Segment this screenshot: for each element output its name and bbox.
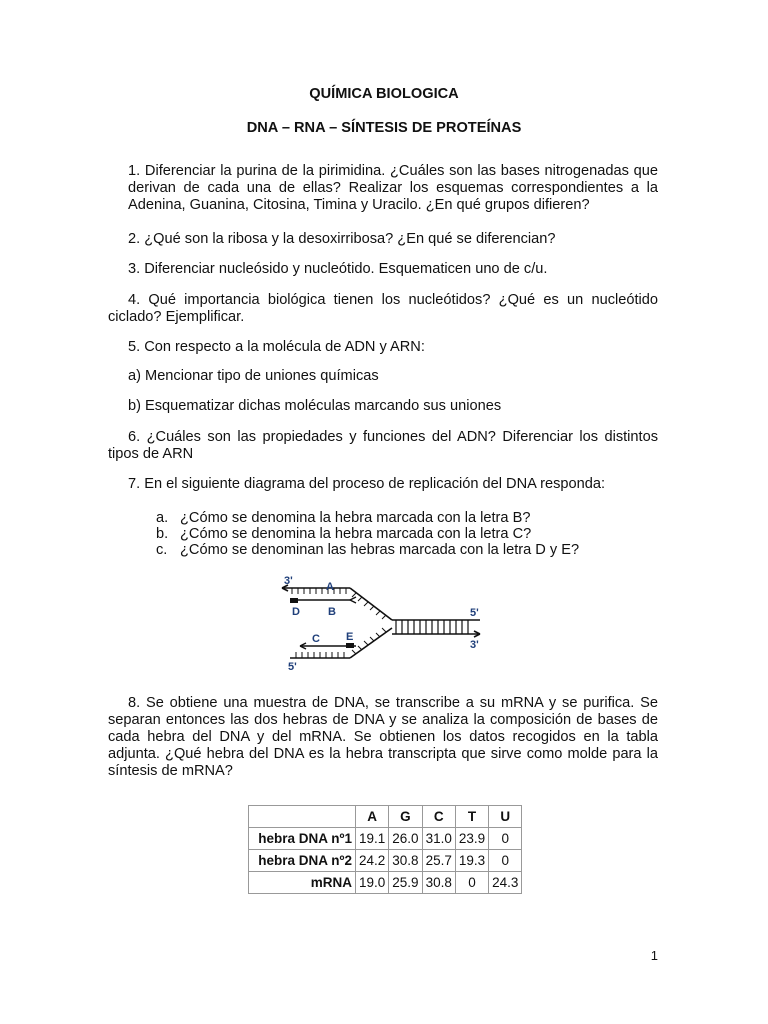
table-row [249, 828, 522, 850]
table-header-corner [249, 806, 356, 828]
table-row-label: mRNA [249, 872, 356, 894]
table-cell: 23.9 [455, 828, 488, 850]
question-7: 7. En el siguiente diagrama del proceso de replicación del DNA responda: [128, 476, 606, 492]
page-number: 1 [650, 948, 658, 963]
question-3: 3. Diferenciar nucleósido y nucleótido. Esquematicen uno de c/u. [128, 261, 548, 277]
label-a: A [326, 581, 334, 593]
question-8: 8. Se obtiene una muestra de DNA, se transcribe a su mRNA y se purifica. Se separan entonces las dos hebras de DNA y se analiza la composición de bases de cada hebra del DNA y del mRNA. Se obtienen los datos recogidos en la tabla adjunta. ¿Qué hebra del DNA es la hebra transcripta que sirve como molde para la síntesis de mRNA? [108, 695, 658, 779]
question-2: 2. ¿Qué son la ribosa y la desoxirribosa? ¿En qué se diferencian? [128, 231, 556, 247]
q7-item-a [156, 510, 530, 526]
table-cell: 0 [489, 850, 522, 872]
strand-d-b [290, 597, 356, 603]
label-b: B [328, 606, 336, 618]
table-cell: 30.8 [422, 872, 455, 894]
label-top-3: 3' [284, 575, 293, 587]
q7-item-b [156, 526, 531, 542]
table-row [249, 872, 522, 894]
base-composition-table [248, 805, 522, 894]
label-c: C [312, 633, 320, 645]
parental-duplex [392, 620, 480, 637]
table-cell: 0 [489, 828, 522, 850]
table-header-a: A [356, 806, 389, 828]
table-header-c: C [422, 806, 455, 828]
table-cell: 19.0 [356, 872, 389, 894]
table-cell: 25.9 [389, 872, 422, 894]
table-row [249, 850, 522, 872]
table-cell: 24.2 [356, 850, 389, 872]
replication-fork-diagram [270, 572, 500, 672]
table-row-label: hebra DNA nº2 [249, 850, 356, 872]
table-header-row [249, 806, 522, 828]
question-5: 5. Con respecto a la molécula de ADN y ARN: [128, 339, 425, 355]
q7-item-text: ¿Cómo se denomina la hebra marcada con la letra C? [180, 526, 532, 542]
label-right-5: 5' [470, 607, 479, 619]
table-cell: 26.0 [389, 828, 422, 850]
q7-item-marker: c. [156, 542, 168, 558]
table-cell: 19.1 [356, 828, 389, 850]
label-right-3: 3' [470, 639, 479, 651]
table-header-g: G [389, 806, 422, 828]
table-cell: 30.8 [389, 850, 422, 872]
question-6: 6. ¿Cuáles son las propiedades y funciones del ADN? Diferenciar los distintos tipos de ARN [108, 429, 658, 462]
label-bottom-5: 5' [288, 661, 297, 672]
question-4: 4. Qué importancia biológica tienen los nucleótidos? ¿Qué es un nucleótido ciclado? Ejemplificar. [108, 292, 658, 325]
label-d: D [292, 606, 300, 618]
label-e: E [346, 631, 354, 643]
table-cell: 24.3 [489, 872, 522, 894]
q7-item-c [156, 542, 579, 558]
strand-c-e [300, 643, 356, 649]
page-title: QUÍMICA BIOLOGICA [309, 86, 459, 102]
q7-item-text: ¿Cómo se denomina la hebra marcada con la letra B? [180, 510, 531, 526]
table-header-t: T [455, 806, 488, 828]
table-cell: 0 [455, 872, 488, 894]
table-cell: 31.0 [422, 828, 455, 850]
q7-item-marker: a. [156, 510, 169, 526]
question-5b: b) Esquematizar dichas moléculas marcando sus uniones [128, 398, 502, 414]
question-1: 1. Diferenciar la purina de la pirimidina. ¿Cuáles son las bases nitrogenadas que derivan de cada una de ellas? Realizar los esquemas correspondientes a la Adenina, Guanina, Citosina, Timina y Uracilo. ¿En qué grupos difieren? [128, 163, 658, 213]
page-subtitle: DNA – RNA – SÍNTESIS DE PROTEÍNAS [246, 120, 522, 136]
table-row-label: hebra DNA nº1 [249, 828, 356, 850]
question-5a: a) Mencionar tipo de uniones químicas [128, 368, 379, 384]
q7-item-text: ¿Cómo se denominan las hebras marcada con la letra D y E? [180, 542, 580, 558]
table-cell: 19.3 [455, 850, 488, 872]
q7-item-marker: b. [156, 526, 169, 542]
table-cell: 25.7 [422, 850, 455, 872]
table-header-u: U [489, 806, 522, 828]
